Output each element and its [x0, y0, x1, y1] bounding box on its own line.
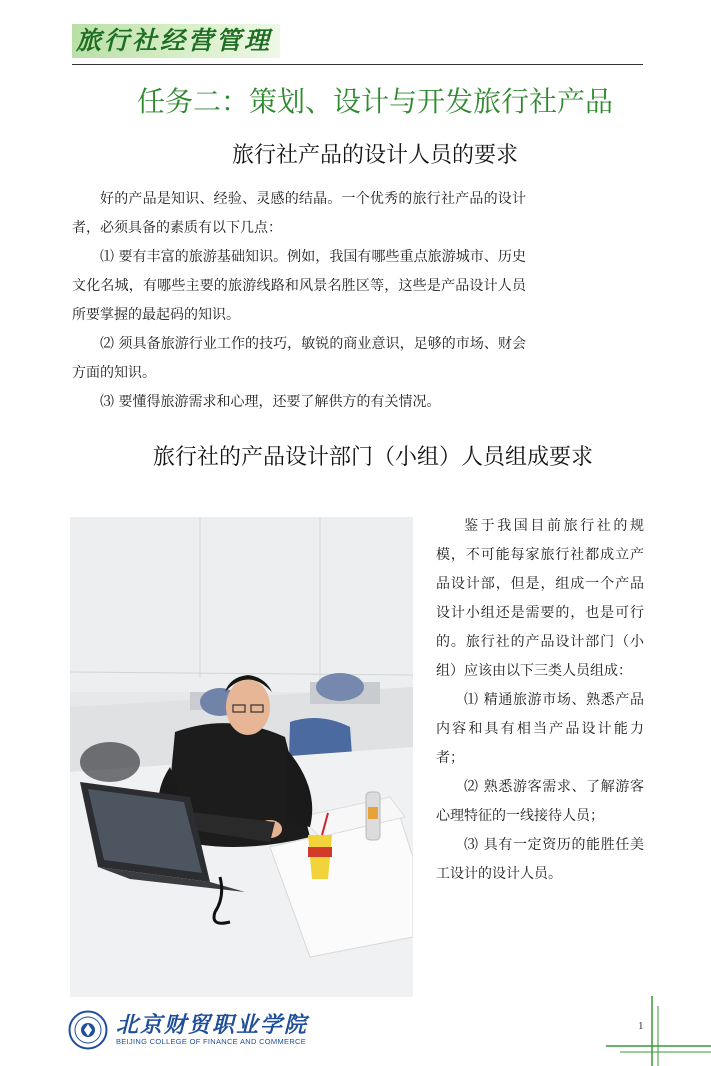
paragraph: ⑶ 要懂得旅游需求和心理，还要了解供方的有关情况。 — [100, 394, 441, 410]
paragraph: ⑴ 要有丰富的旅游基础知识。例如，我国有哪些重点旅游城市、历史文化名城，有哪些主要的旅游线路和风景名胜区等，这些是产品设计人员所要掌握的最起码的知识。 — [72, 249, 526, 323]
section-title-designer-requirements: 旅行社产品的设计人员的要求 — [231, 143, 518, 168]
paragraph: 好的产品是知识、经验、灵感的结晶。一个优秀的旅行社产品的设计者，必须具备的素质有以下几点： — [72, 191, 526, 236]
paragraph: ⑶ 具有一定资历的能胜任美工设计的设计人员。 — [436, 837, 644, 882]
paragraph: ⑴ 精通旅游市场、熟悉产品内容和具有相当产品设计能力者； — [436, 692, 644, 766]
section1-body — [72, 185, 526, 417]
school-seal-icon — [68, 1010, 108, 1050]
header-divider — [72, 64, 643, 65]
corner-decoration — [600, 996, 711, 1066]
paragraph: ⑵ 熟悉游客需求、了解游客心理特征的一线接待人员； — [436, 779, 644, 824]
school-name-cn: 北京财贸职业学院 — [116, 1012, 309, 1038]
section2-body — [436, 512, 644, 889]
school-name-en: BEIJING COLLEGE OF FINANCE AND COMMERCE — [116, 1037, 307, 1046]
office-photo — [70, 517, 413, 997]
task-title: 任务二：策划、设计与开发旅行社产品 — [136, 85, 613, 118]
header-title: 旅行社经营管理 — [72, 24, 280, 58]
paragraph: 鉴于我国目前旅行社的规模，不可能每家旅行社都成立产品设计部，但是，组成一个产品设计小组还是需要的，也是可行的。旅行社的产品设计部门（小组）应该由以下三类人员组成： — [436, 518, 644, 679]
paragraph: ⑵ 须具备旅游行业工作的技巧，敏锐的商业意识，足够的市场、财会方面的知识。 — [72, 336, 526, 381]
section-title-team-composition: 旅行社的产品设计部门（小组）人员组成要求 — [152, 445, 593, 470]
page-number: 1 — [638, 1020, 644, 1032]
